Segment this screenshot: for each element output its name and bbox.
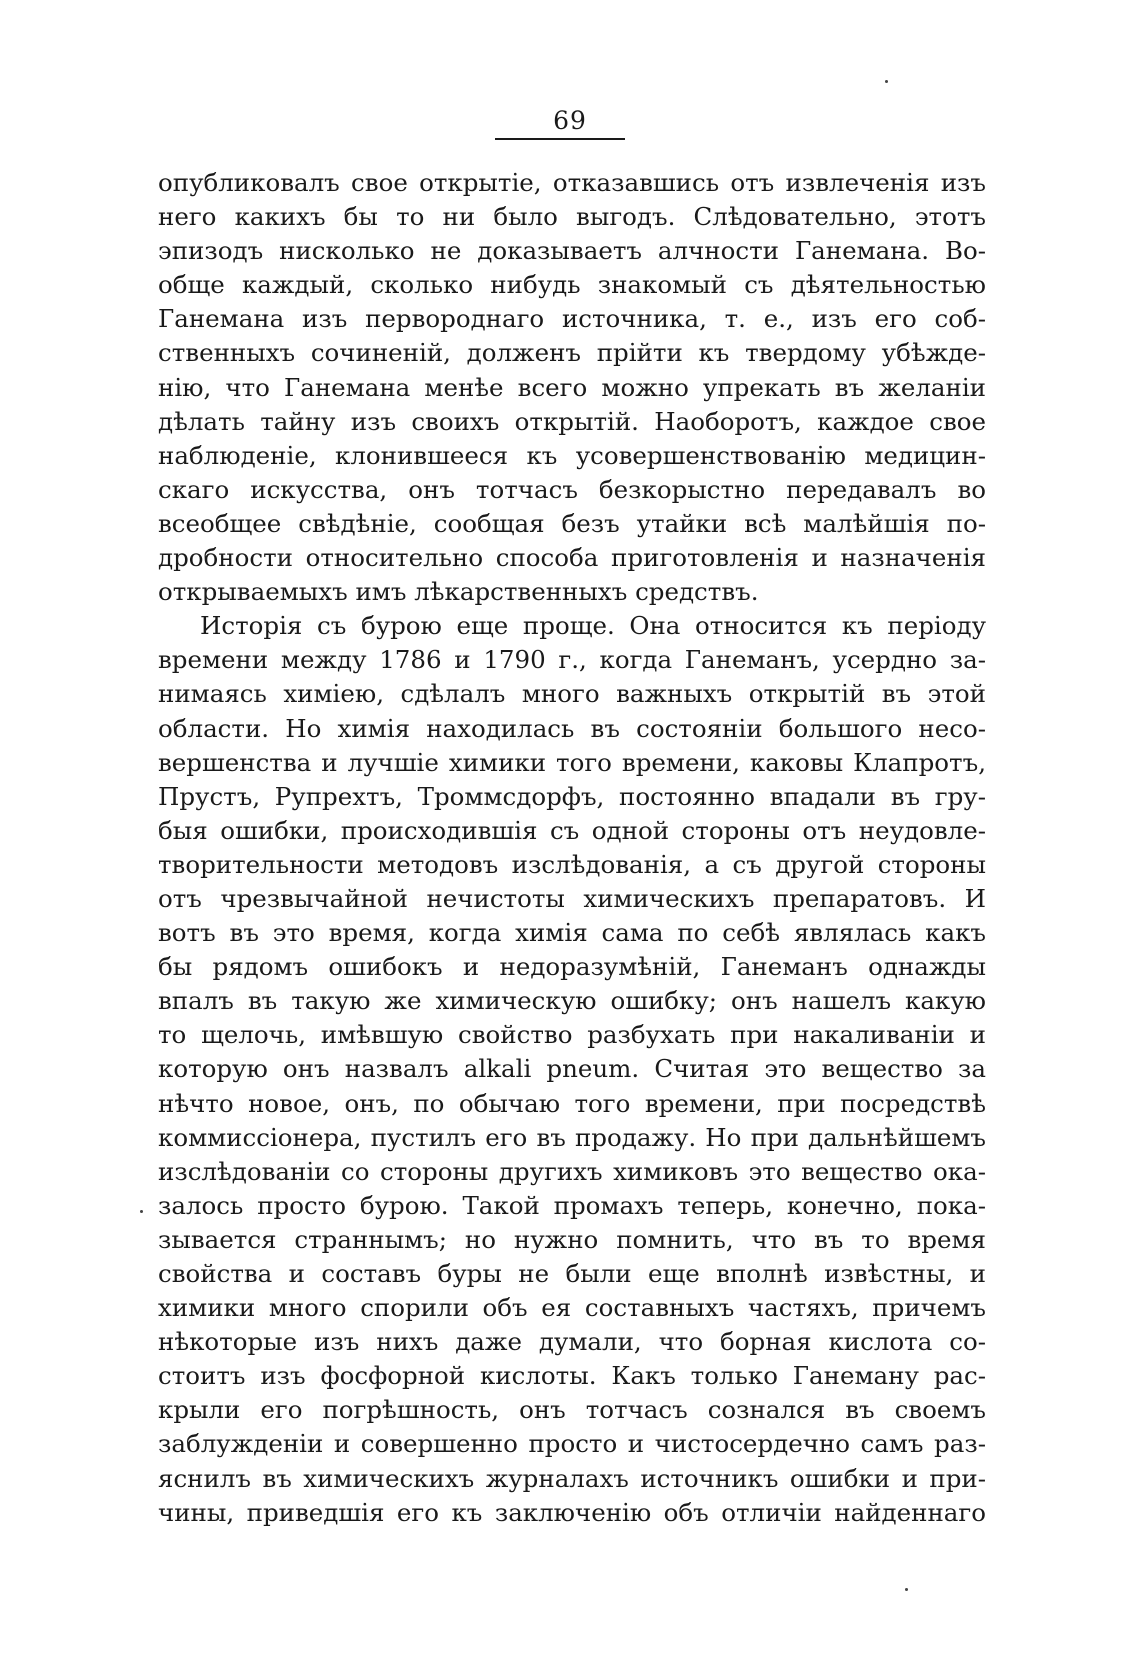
text-line: скаго искусства, онъ тотчасъ безкорыстно передавалъ во	[158, 474, 986, 504]
text-line: опубликовалъ свое открытiе, отказавшись отъ извлеченiя изъ	[158, 168, 986, 197]
text-line: времени между 1786 и 1790 г., когда Ганеманъ, усердно за-	[158, 645, 986, 675]
text-line: яснилъ въ химическихъ журналахъ источникъ ошибки и при-	[158, 1463, 986, 1493]
text-line: Исторiя съ бурою еще проще. Она относится къ перiоду	[200, 611, 986, 641]
text-line: него какихъ бы то ни было выгодъ. Слѣдовательно, этотъ	[158, 202, 986, 232]
text-line: дробности относительно способа приготовленiя и назначенiя	[158, 543, 986, 573]
text-line: наблюденiе, клонившееся къ усовершенствованiю медицин-	[158, 440, 986, 470]
text-line: ственныхъ сочиненiй, долженъ прiйти къ твердому убѣжде-	[158, 338, 986, 368]
page-number-rule	[495, 138, 625, 140]
text-line: всеобщее свѣдѣнiе, сообщая безъ утайки всѣ малѣйшiя по-	[158, 508, 986, 538]
text-line: вотъ въ это время, когда химiя сама по себѣ являлась какъ	[158, 918, 986, 948]
text-line: то щелочь, имѣвшую свойство разбухать при накаливанiи и	[158, 1020, 986, 1050]
scan-speck	[885, 80, 888, 83]
text-line: свойства и составъ буры не были еще вполнѣ извѣстны, и	[158, 1259, 986, 1288]
text-line: открываемыхъ имъ лѣкарственныхъ средствъ.	[158, 577, 759, 607]
text-line: коммиссiонера, пустилъ его въ продажу. Но при дальнѣйшемъ	[158, 1122, 986, 1152]
text-line: эпизодъ нисколько не доказываетъ алчности Ганемана. Во-	[158, 236, 986, 266]
text-line: отъ чрезвычайной нечистоты химическихъ препаратовъ. И	[158, 883, 986, 913]
text-line: нѣкоторые изъ нихъ даже думали, что борная кислота со-	[158, 1327, 986, 1357]
text-line: нѣчто новое, онъ, по обычаю того времени, при посредствѣ	[158, 1088, 986, 1118]
text-line: творительности методовъ изслѣдованiя, а съ другой стороны	[158, 849, 986, 879]
text-line: чины, приведшiя его къ заключенiю объ отличiи найденнаго	[158, 1497, 986, 1527]
text-line: области. Но химiя находилась въ состоянiи большого несо-	[158, 713, 986, 743]
text-line: нiю, что Ганемана менѣе всего можно упрекать въ желанiи	[158, 372, 986, 402]
text-line: химики много спорили объ ея составныхъ частяхъ, причемъ	[158, 1293, 986, 1323]
text-line: зывается страннымъ; но нужно помнить, что въ то время	[158, 1224, 986, 1254]
text-line: залось просто бурою. Такой промахъ теперь, конечно, пока-	[158, 1190, 986, 1220]
text-line: дѣлать тайну изъ своихъ открытiй. Наоборотъ, каждое свое	[158, 406, 986, 436]
text-line: обще каждый, сколько нибудь знакомый съ дѣятельностью	[158, 270, 986, 300]
text-line: Прустъ, Рупрехтъ, Троммсдорфъ, постоянно впадали въ гру-	[158, 781, 986, 811]
text-line: стоитъ изъ фосфорной кислоты. Какъ только Ганеману рас-	[158, 1361, 986, 1391]
text-line: бы рядомъ ошибокъ и недоразумѣнiй, Ганеманъ однажды	[158, 952, 986, 982]
paragraph	[158, 609, 986, 1530]
text-line: которую онъ назвалъ alkali pneum. Считая это вещество за	[158, 1054, 986, 1084]
text-line: впалъ въ такую же химическую ошибку; онъ нашелъ какую	[158, 986, 986, 1016]
page-number: 69	[553, 106, 587, 135]
scan-speck	[905, 1588, 908, 1591]
text-line: Ганемана изъ первороднаго источника, т. е., изъ его соб-	[158, 304, 986, 334]
text-line: изслѣдованiи со стороны другихъ химиковъ это вещество ока-	[158, 1156, 986, 1186]
paragraph	[158, 166, 986, 609]
text-line: заблужденiи и совершенно просто и чистосердечно самъ раз-	[158, 1429, 986, 1459]
text-line: нимаясь химiею, сдѣлалъ много важныхъ открытiй въ этой	[158, 679, 986, 709]
text-line: вершенства и лучшiе химики того времени, каковы Клапротъ,	[158, 747, 986, 777]
text-line: крыли его погрѣшность, онъ тотчасъ сознался въ своемъ	[158, 1395, 986, 1425]
body-text	[158, 166, 986, 1530]
text-line: быя ошибки, происходившiя съ одной стороны отъ неудовле-	[158, 815, 986, 845]
scan-speck	[140, 1210, 143, 1213]
